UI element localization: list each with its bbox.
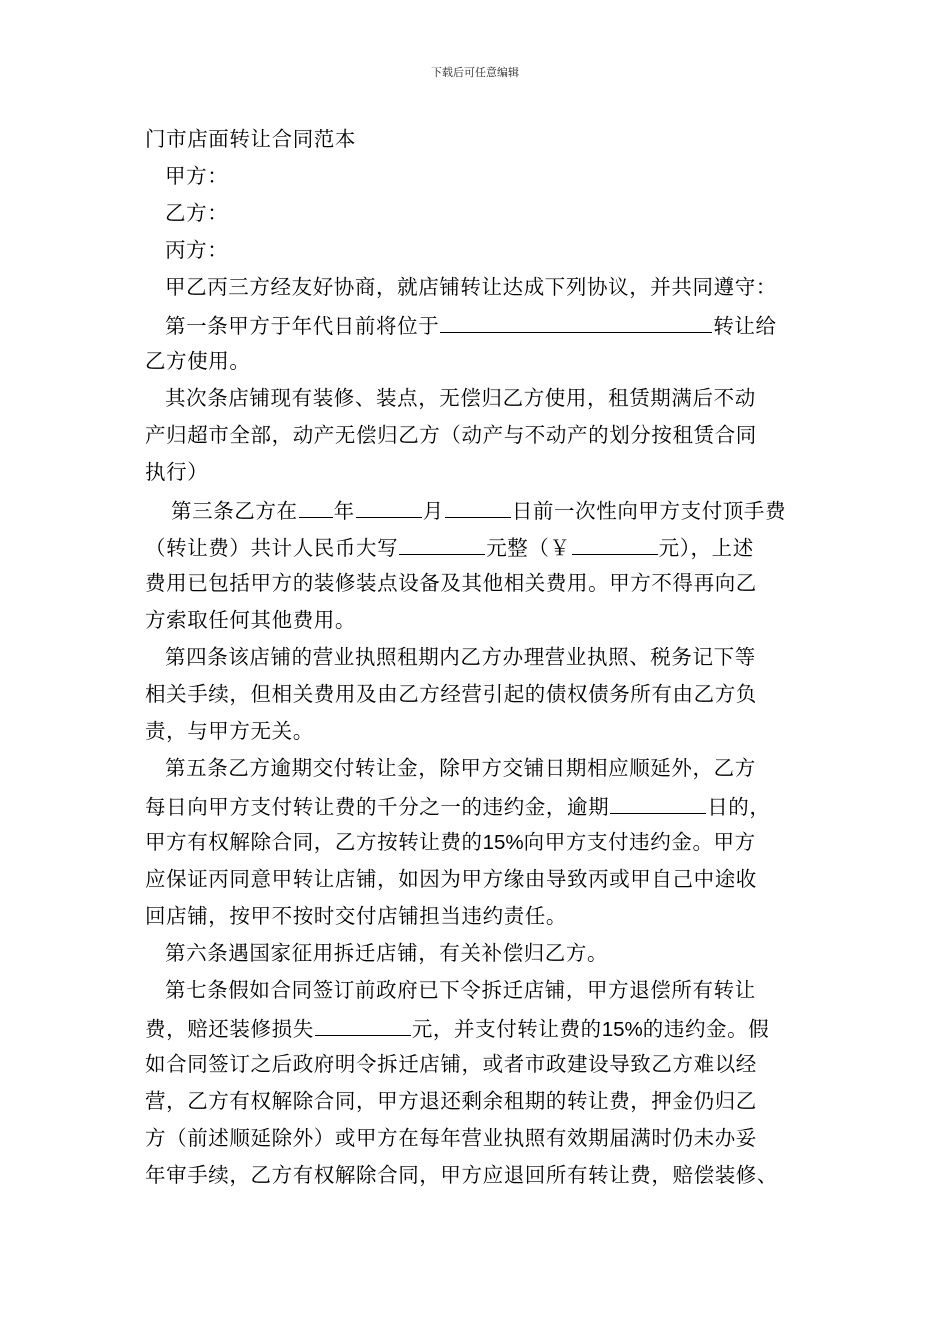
- article-7-line-6: 年审手续，乙方有权解除合同，甲方应退回所有转让费，赔偿装修、: [145, 1163, 778, 1187]
- article-6-line-1: 第六条遇国家征用拆迁店铺，有关补偿归乙方。: [165, 941, 609, 965]
- article-5-line-2: [145, 787, 835, 824]
- article-3-text-g: 元），上述: [658, 536, 754, 560]
- article-4-line-1: 第四条该店铺的营业执照租期内乙方办理营业执照、税务记下等: [165, 645, 756, 669]
- article-5-line-1: 第五条乙方逾期交付转让金，除甲方交铺日期相应顺延外，乙方: [165, 756, 756, 780]
- intro-line: 甲乙丙三方经友好协商，就店铺转让达成下列协议，并共同遵守：: [165, 275, 777, 299]
- header-note: 下载后可任意编辑: [431, 66, 519, 79]
- article-5-text-c: 甲方有权解除合同，乙方按转让费的: [145, 830, 483, 854]
- overdue-days-blank[interactable]: [610, 787, 706, 814]
- article-3-text-c: 月: [422, 499, 444, 523]
- article-2-line-1: 其次条店铺现有装修、装点，无偿归乙方使用，租赁期满后不动: [165, 386, 756, 410]
- year-blank[interactable]: [299, 491, 333, 518]
- contract-body: [145, 121, 835, 1194]
- article-2-line-3: 执行）: [145, 460, 209, 484]
- article-7-line-5: 方（前述顺延除外）或甲方在每年营业执照有效期届满时仍未办妥: [145, 1126, 757, 1150]
- article-3-text-b: 年: [333, 499, 355, 523]
- article-1-text-post: 转让给: [713, 314, 777, 338]
- document-title: 门市店面转让合同范本: [145, 127, 356, 151]
- article-3-line-1: [145, 491, 835, 528]
- article-3-text-e: （转让费）共计人民币大写: [145, 536, 399, 560]
- article-3-text-a: 第三条乙方在: [171, 499, 298, 523]
- article-5-line-4: 应保证丙同意甲转让店铺，如因为甲方缘由导致丙或甲自己中途收: [145, 867, 757, 891]
- article-3-line-2: [145, 528, 835, 565]
- article-7-text-c: 的违约金。假: [642, 1017, 770, 1041]
- article-5-text-d: 向甲方支付违约金。甲方: [523, 830, 756, 854]
- article-7-line-3: 如合同签订之后政府明令拆迁店铺，或者市政建设导致乙方难以经: [145, 1052, 757, 1076]
- article-7-line-2: [145, 1009, 835, 1046]
- article-1-line-2: 乙方使用。: [145, 349, 251, 373]
- article-3-text-d: 日前一次性向甲方支付顶手费: [511, 499, 787, 523]
- article-2-line-2: 产归超市全部，动产无偿归乙方（动产与不动产的划分按租赁合同: [145, 423, 757, 447]
- article-1-line-1: [145, 306, 835, 343]
- article-7-line-1: 第七条假如合同签订前政府已下令拆迁店铺，甲方退偿所有转让: [165, 978, 756, 1002]
- article-4-line-2: 相关手续，但相关费用及由乙方经营引起的债权债务所有由乙方负: [145, 682, 757, 706]
- article-4-line-3: 责，与甲方无关。: [145, 719, 314, 743]
- article-7-percent: 15%: [601, 1018, 643, 1041]
- party-a-line: 甲方：: [165, 164, 229, 188]
- article-1-text-pre: 第一条甲方于年代日前将位于: [165, 314, 440, 338]
- article-7-text-a: 费，赔还装修损失: [145, 1017, 314, 1041]
- article-5-line-5: 回店铺，按甲不按时交付店铺担当违约责任。: [145, 904, 567, 928]
- party-c-line: 丙方：: [165, 238, 229, 262]
- article-3-text-f: 元整（￥: [486, 536, 571, 560]
- renovation-loss-blank[interactable]: [315, 1009, 411, 1036]
- article-3-line-3: 费用已包括甲方的装修装点设备及其他相关费用。甲方不得再向乙: [145, 571, 757, 595]
- location-blank[interactable]: [440, 306, 712, 333]
- article-7-line-4: 营，乙方有权解除合同，甲方退还剩余租期的转让费，押金仍归乙: [145, 1089, 757, 1113]
- month-blank[interactable]: [356, 491, 422, 518]
- day-blank[interactable]: [445, 491, 511, 518]
- amount-number-blank[interactable]: [572, 528, 658, 555]
- article-5-text-a: 每日向甲方支付转让费的千分之一的违约金，逾期: [145, 795, 610, 819]
- party-b-line: 乙方：: [165, 201, 229, 225]
- article-5-text-b: 日的，: [707, 795, 771, 819]
- article-3-line-4: 方索取任何其他费用。: [145, 608, 356, 632]
- amount-words-blank[interactable]: [399, 528, 485, 555]
- article-5-line-3: [145, 824, 835, 861]
- article-7-text-b: 元，并支付转让费的: [411, 1017, 602, 1041]
- article-5-percent: 15%: [482, 831, 524, 854]
